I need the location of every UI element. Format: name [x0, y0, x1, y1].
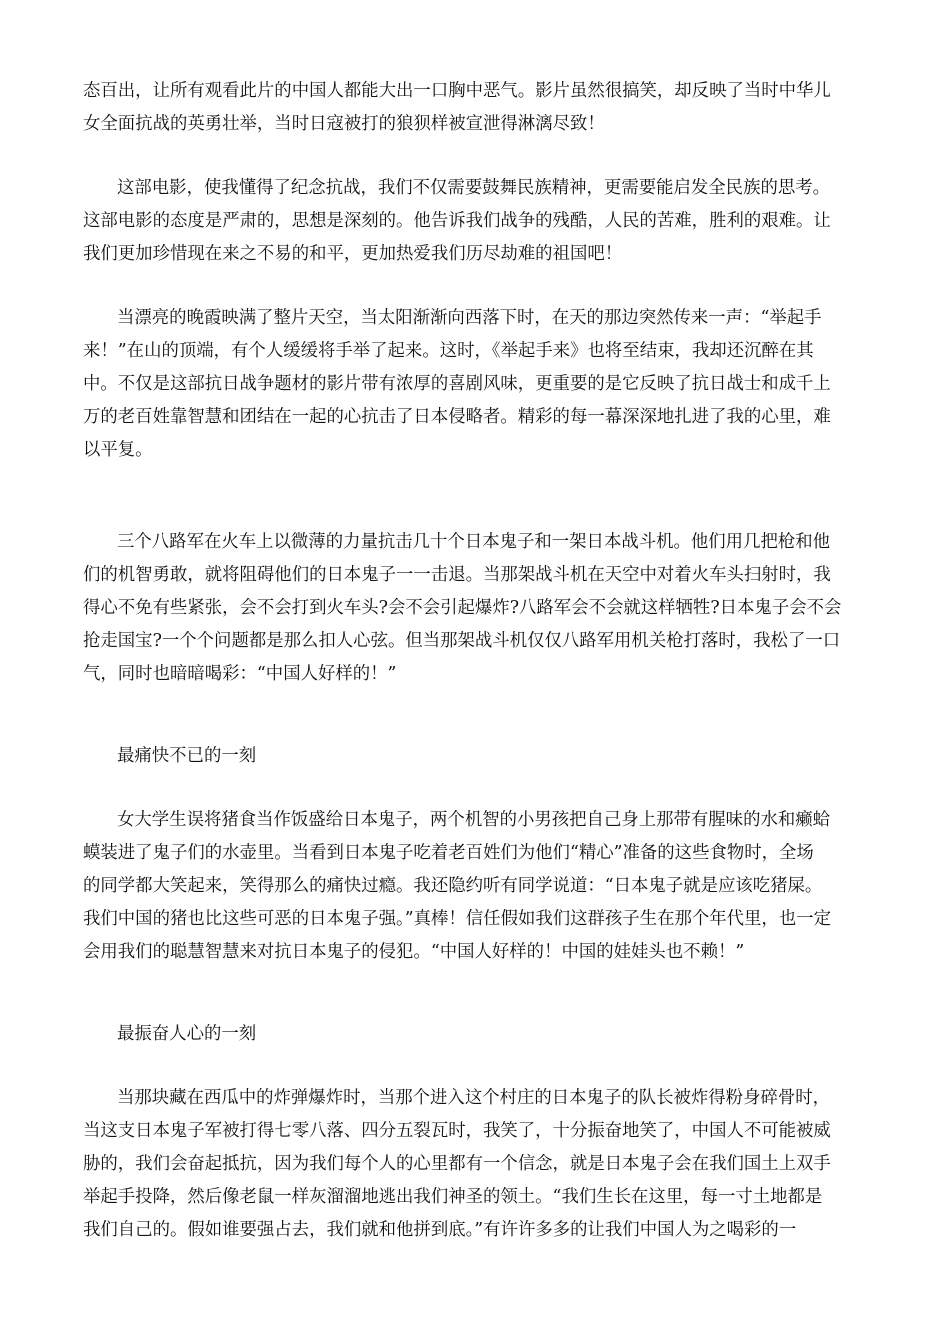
text-line: 三个八路军在火车上以微薄的力量抗击几十个日本鬼子和一架日本战斗机。他们用几把枪和他 — [117, 532, 831, 552]
paragraph-5 — [83, 804, 867, 969]
text-line: 以平复。 — [83, 440, 153, 460]
text-line: 我们更加珍惜现在来之不易的和平，更加热爱我们历尽劫难的祖国吧！ — [83, 244, 623, 264]
text-line: 当漂亮的晚霞映满了整片天空，当太阳渐渐向西落下时，在天的那边突然传来一声：“举起手 — [117, 308, 822, 328]
text-line: 胁的，我们会奋起抵抗，因为我们每个人的心里都有一个信念，就是日本鬼子会在我们国土上双手 — [83, 1154, 831, 1174]
text-line: 我们中国的猪也比这些可恶的日本鬼子强。”真棒！信任假如我们这群孩子生在那个年代里，也一定 — [83, 909, 831, 929]
text-line: 这部电影，使我懂得了纪念抗战，我们不仅需要鼓舞民族精神，更需要能启发全民族的思考。 — [117, 178, 831, 198]
text-line: 万的老百姓靠智慧和团结在一起的心抗击了日本侵略者。精彩的每一幕深深地扎进了我的心里，难 — [83, 407, 831, 427]
text-line: 态百出，让所有观看此片的中国人都能大出一口胸中恶气。影片虽然很搞笑，却反映了当时中华儿 — [83, 81, 831, 101]
paragraph-3 — [83, 302, 867, 467]
text-line: 举起手投降，然后像老鼠一样灰溜溜地逃出我们神圣的领土。“我们生长在这里，每一寸土地都是 — [83, 1187, 823, 1207]
text-line: 中。不仅是这部抗日战争题材的影片带有浓厚的喜剧风味，更重要的是它反映了抗日战士和成千上 — [83, 374, 831, 394]
text-line: 我们自己的。假如谁要强占去，我们就和他拼到底。”有许许多多的让我们中国人为之喝彩的一 — [83, 1220, 797, 1240]
section-heading-1 — [83, 740, 867, 773]
text-line: 气，同时也暗暗喝彩：“中国人好样的！” — [83, 664, 397, 684]
text-line: 当这支日本鬼子军被打得七零八落、四分五裂瓦时，我笑了，十分振奋地笑了，中国人不可能被威 — [83, 1121, 831, 1141]
heading-text: 最痛快不已的一刻 — [117, 746, 257, 766]
paragraph-2 — [83, 172, 867, 271]
paragraph-1 — [83, 75, 867, 141]
text-line: 当那块藏在西瓜中的炸弹爆炸时，当那个进入这个村庄的日本鬼子的队长被炸得粉身碎骨时， — [117, 1088, 831, 1108]
text-line: 女全面抗战的英勇壮举，当时日寇被打的狼狈样被宣泄得淋漓尽致！ — [83, 114, 605, 134]
paragraph-6 — [83, 1082, 867, 1247]
text-line: 蟆装进了鬼子们的水壶里。当看到日本鬼子吃着老百姓们为他们“精心”准备的这些食物时，全场 — [83, 843, 814, 863]
text-line: 们的机智勇敢，就将阻碍他们的日本鬼子一一击退。当那架战斗机在天空中对着火车头扫射时，我 — [83, 565, 831, 585]
section-heading-2 — [83, 1018, 867, 1051]
text-line: 的同学都大笑起来，笑得那么的痛快过瘾。我还隐约听有同学说道：“日本鬼子就是应该吃猪屎。 — [83, 876, 823, 896]
text-line: 得心不免有些紧张，会不会打到火车头?会不会引起爆炸?八路军会不会就这样牺牲?日本鬼子会不会 — [83, 598, 842, 618]
paragraph-4 — [83, 526, 867, 691]
document-page — [83, 0, 867, 1344]
text-line: 会用我们的聪慧智慧来对抗日本鬼子的侵犯。“中国人好样的！中国的娃娃头也不赖！” — [83, 942, 745, 962]
text-line: 这部电影的态度是严肃的，思想是深刻的。他告诉我们战争的残酷，人民的苦难，胜利的艰难。让 — [83, 211, 831, 231]
text-line: 女大学生误将猪食当作饭盛给日本鬼子，两个机智的小男孩把自己身上那带有腥味的水和癞蛤 — [117, 810, 831, 830]
text-line: 来！”在山的顶端，有个人缓缓将手举了起来。这时，《举起手来》也将至结束，我却还沉醉在其 — [83, 341, 814, 361]
heading-text: 最振奋人心的一刻 — [117, 1024, 257, 1044]
text-line: 抢走国宝?一个个问题都是那么扣人心弦。但当那架战斗机仅仅八路军用机关枪打落时，我松了一口 — [83, 631, 841, 651]
